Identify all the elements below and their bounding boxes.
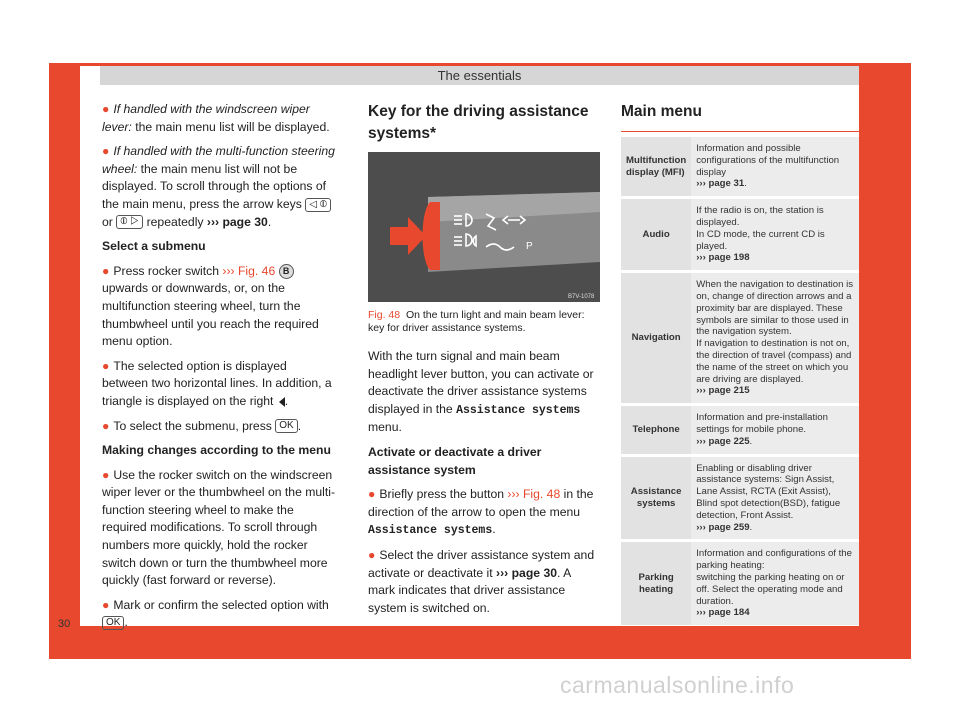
figure-code: B7V-1078 bbox=[568, 294, 595, 300]
column-right bbox=[621, 101, 859, 619]
column-left bbox=[102, 101, 336, 639]
heading-activate: Activate or deactivate a driver assistance system bbox=[368, 444, 542, 477]
ok-key-icon: OK bbox=[275, 419, 297, 433]
svg-text:P: P bbox=[526, 241, 533, 252]
bullet-icon: ● bbox=[102, 418, 110, 433]
page-link[interactable]: ››› page 259 bbox=[696, 521, 750, 533]
page-link[interactable]: ››› page 225 bbox=[696, 435, 750, 447]
bullet-icon: ● bbox=[102, 597, 110, 612]
table-row bbox=[621, 199, 859, 270]
bullet-icon: ● bbox=[368, 547, 376, 562]
arrow-left-key-icon: ◁ ⦶ bbox=[305, 198, 331, 212]
bullet-ok: ● To select the submenu, press OK . bbox=[102, 418, 302, 433]
menu-item-description: Information and possible configurations of the multifunction display ››› page 31. bbox=[691, 137, 859, 196]
page-link[interactable]: ››› page 30 bbox=[496, 565, 557, 580]
lever-illustration bbox=[368, 152, 600, 302]
table-row bbox=[621, 457, 859, 540]
section-title-assistance-key: Key for the driving assistance systems* bbox=[368, 101, 600, 155]
page-header: The essentials bbox=[100, 66, 859, 85]
bullet-rocker: ● Press rocker switch ››› Fig. 46 B upwards or downwards, or, on the multifunction steering wheel, turn the thumbwheel until you reach the required menu option. bbox=[102, 263, 319, 349]
menu-item-description: When the navigation to destination is on, change of direction arrows and a proximity bar are displayed. These symbols are similar to those used in the navigation system. If navigation to destination is not on, the direction of travel (compass) and the name of the street on which you are driving are displayed. ››› page 215 bbox=[691, 273, 859, 403]
bullet-selected: ● The selected option is displayed between two horizontal lines. In addition, a triangle is displayed on the right . bbox=[102, 358, 332, 408]
menu-item-key: Parking heating bbox=[621, 542, 691, 625]
figure-lever bbox=[368, 152, 600, 302]
page-link[interactable]: ››› page 198 bbox=[696, 252, 750, 264]
table-row bbox=[621, 273, 859, 403]
menu-item-description: Enabling or disabling driver assistance systems: Sign Assist, Lane Assist, RCTA (Exit Assist), Blind spot detection(BSD), fatigue detection, Front Assist. ››› page 259. bbox=[691, 457, 859, 540]
bullet-select-system: ● Select the driver assistance system and activate or deactivate it ››› page 30. A mark indicates that driver assistance system is switched on. bbox=[368, 547, 595, 615]
figure-link[interactable]: ››› Fig. 46 bbox=[222, 263, 276, 278]
table-row bbox=[621, 137, 859, 196]
table-row bbox=[621, 542, 859, 625]
menu-item-key: Telephone bbox=[621, 406, 691, 453]
page-link[interactable]: ››› page 30 bbox=[206, 214, 268, 229]
callout-b-icon: B bbox=[279, 264, 294, 279]
arrow-right-key-icon: ⦶ ▷ bbox=[116, 215, 143, 229]
bullet-icon: ● bbox=[102, 263, 110, 278]
menu-item-key: Navigation bbox=[621, 273, 691, 403]
bullet-icon: ● bbox=[102, 467, 110, 482]
menu-item-key: Assistance systems bbox=[621, 457, 691, 540]
page-number: 30 bbox=[58, 618, 71, 630]
bullet-icon: ● bbox=[102, 144, 110, 159]
heading-select-submenu: Select a submenu bbox=[102, 239, 206, 254]
section-title-main-menu: Main menu bbox=[621, 101, 859, 132]
page-link[interactable]: ››› page 215 bbox=[696, 385, 750, 397]
figure-link[interactable]: ››› Fig. 48 bbox=[507, 487, 561, 502]
menu-item-key: Audio bbox=[621, 199, 691, 270]
menu-item-description: Information and configurations of the parking heating: switching the parking heating on or off. Select the operating mode and duration. ››› page 184 bbox=[691, 542, 859, 625]
paragraph-wiper: ● If handled with the windscreen wiper lever: the main menu list will be displayed. bbox=[102, 102, 330, 134]
page-link[interactable]: ››› page 31 bbox=[696, 178, 745, 190]
page-link[interactable]: ››› page 184 bbox=[696, 607, 750, 619]
bullet-rocker-switch: ● Use the rocker switch on the windscreen wiper lever or the thumbwheel on the multi-function steering wheel to make the required modifications. To scroll through numbers more quickly, hold the rocker switch down or turn the thumbwheel more quickly (fast forward or reverse). bbox=[102, 467, 336, 588]
bullet-icon: ● bbox=[102, 102, 110, 116]
table-row bbox=[621, 406, 859, 453]
column-middle-body bbox=[368, 348, 600, 624]
bullet-confirm: ● Mark or confirm the selected option with OK . bbox=[102, 597, 329, 630]
paragraph-intro: With the turn signal and main beam headlight lever button, you can activate or deactivate the driver assistance systems displayed in the Assistance systems menu. bbox=[368, 349, 594, 435]
bullet-icon: ● bbox=[368, 487, 376, 502]
column-middle bbox=[368, 101, 600, 615]
watermark: carmanualsonline.info bbox=[560, 672, 795, 698]
menu-item-key: Multifunction display (MFI) bbox=[621, 137, 691, 196]
menu-item-description: Information and pre-installation settings for mobile phone. ››› page 225. bbox=[691, 406, 859, 453]
ok-key-icon: OK bbox=[102, 616, 124, 630]
heading-making-changes: Making changes according to the menu bbox=[102, 443, 331, 458]
figure-caption: Fig. 48 On the turn light and main beam lever: key for driver assistance systems. bbox=[368, 309, 585, 334]
menu-item-description: If the radio is on, the station is displayed. In CD mode, the current CD is played. ››› page 198 bbox=[691, 199, 859, 270]
main-menu-table bbox=[621, 134, 859, 628]
paragraph-steering: ● If handled with the multi-function steering wheel: the main menu list will not be displayed. To scroll through the options of the main menu, press the arrow keys ◁ ⦶ or ⦶ ▷ repeatedly ››› page 30. bbox=[102, 144, 335, 229]
bullet-press-button: ● Briefly press the button ››› Fig. 48 in the direction of the arrow to open the menu Assistance systems. bbox=[368, 487, 594, 538]
bullet-icon: ● bbox=[102, 358, 110, 373]
